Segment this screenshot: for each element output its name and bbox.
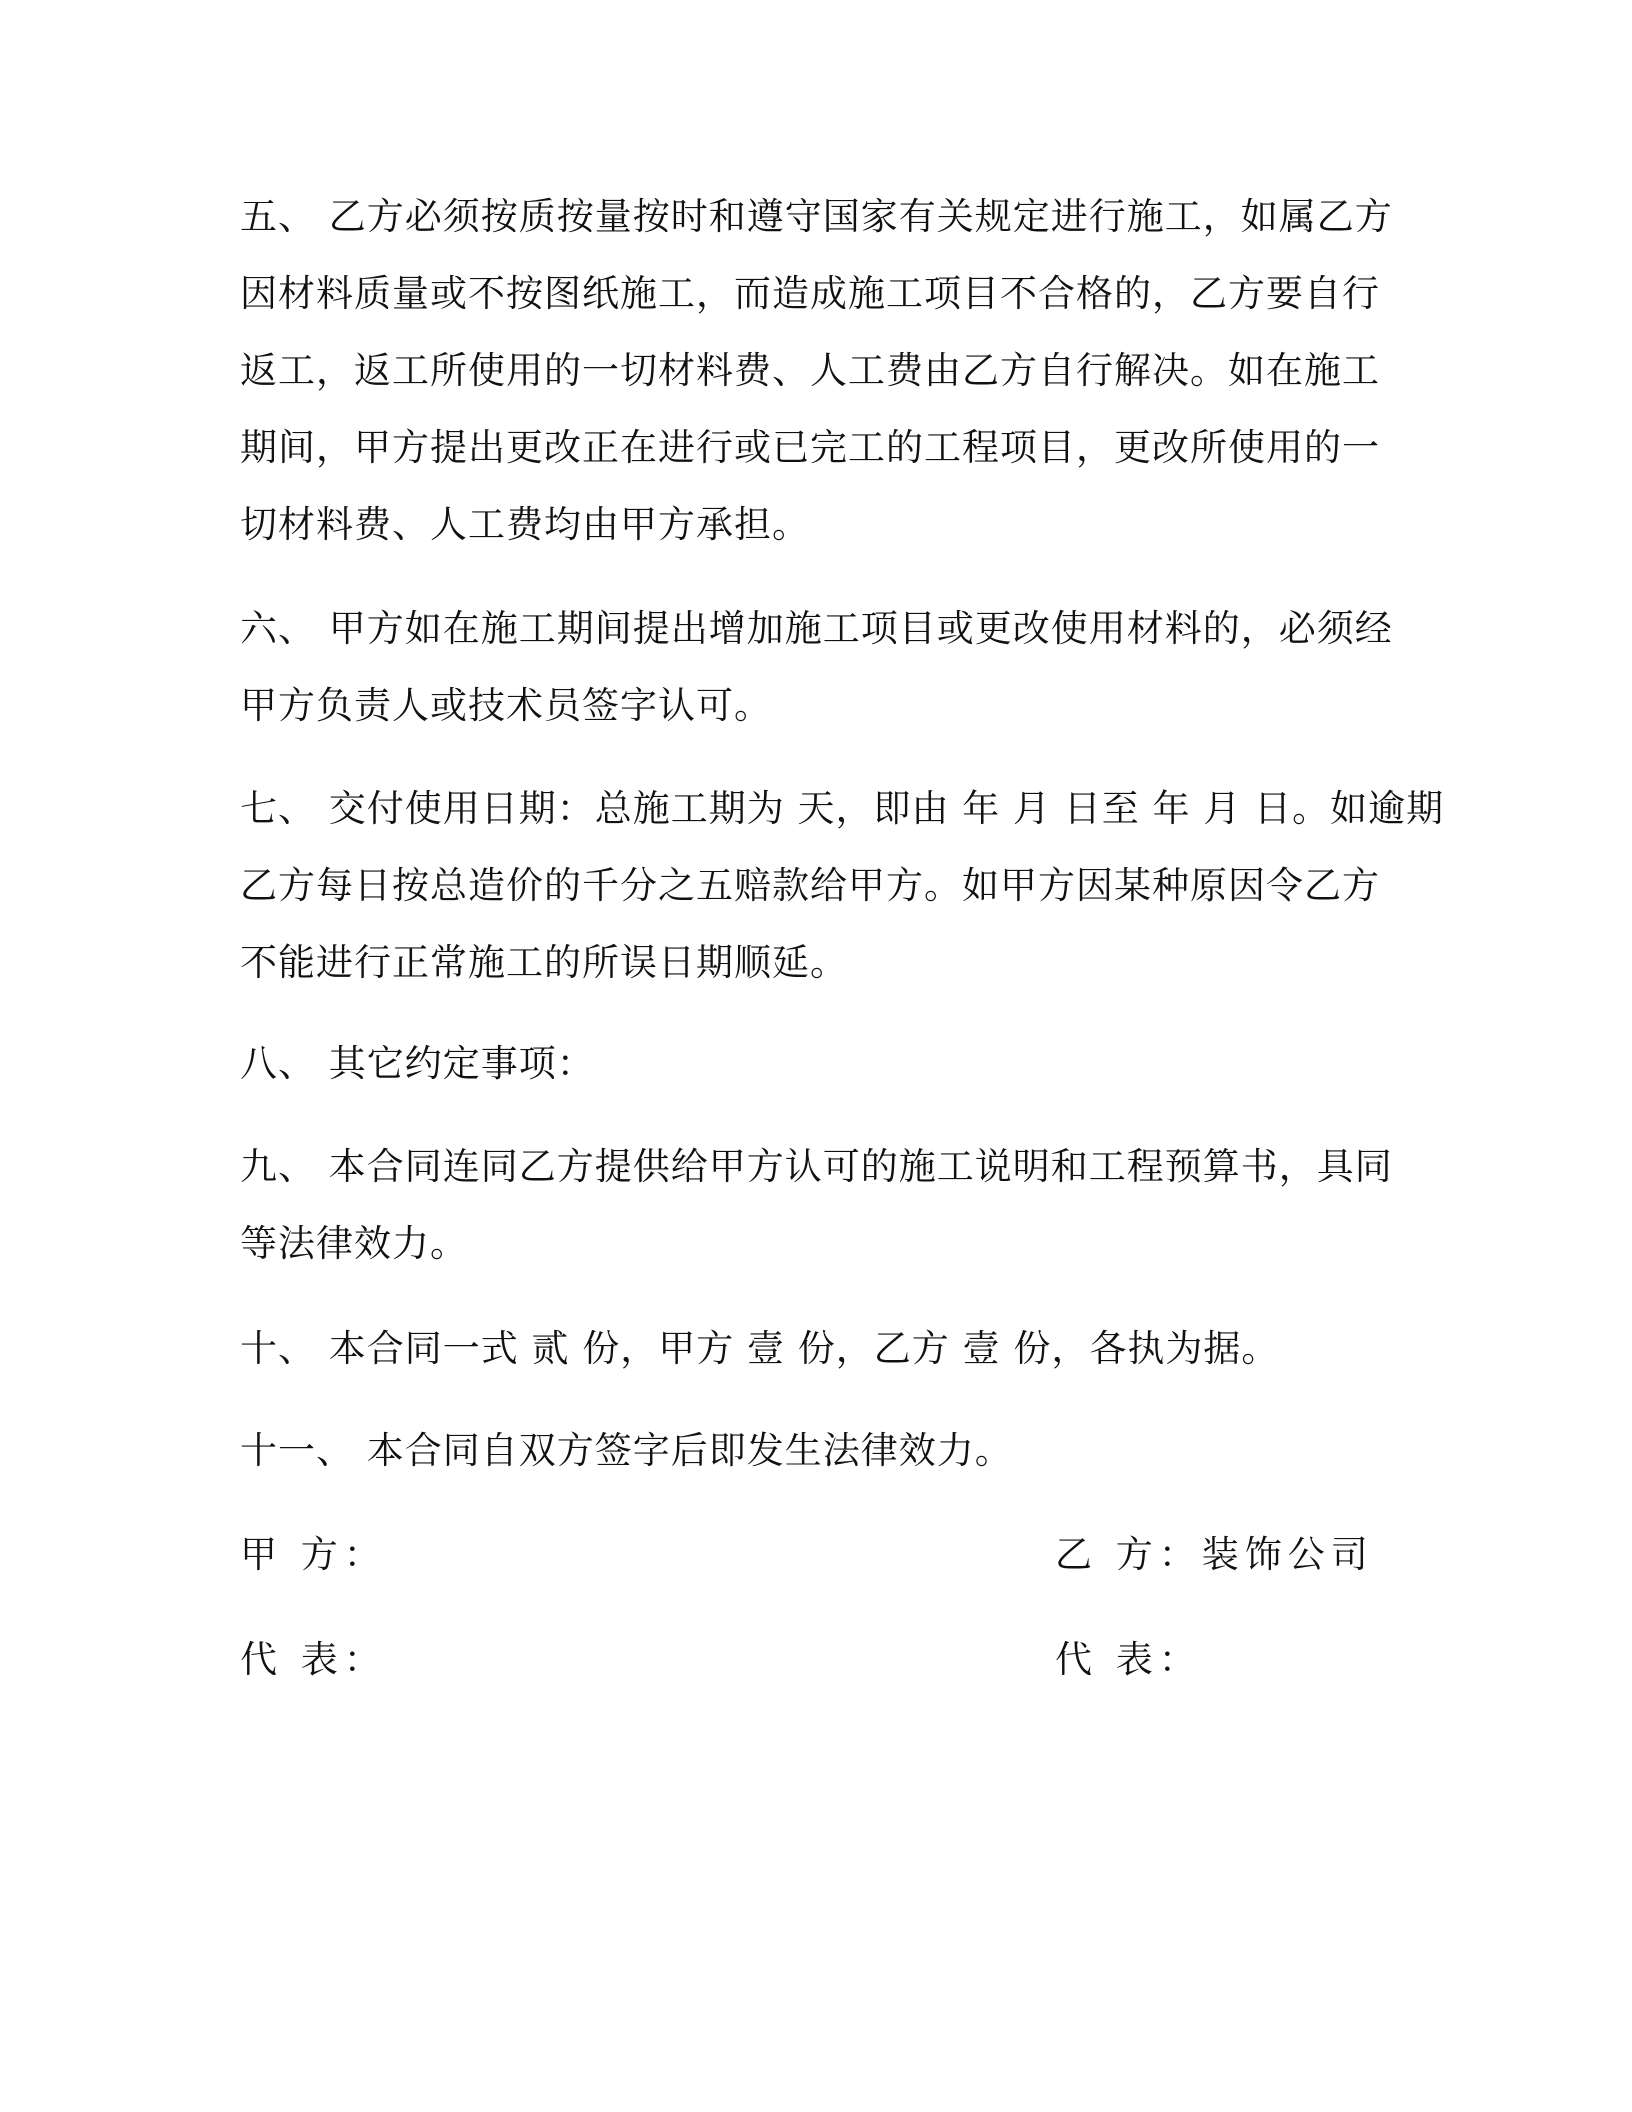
clause-line: 期间，甲方提出更改正在进行或已完工的工程项目，更改所使用的一	[240, 426, 1380, 469]
clause-line: 甲方负责人或技术员签字认可。	[240, 684, 772, 727]
clause-11	[240, 1412, 1400, 1489]
rep-b-label: 代 表：	[1055, 1638, 1202, 1681]
clause-5	[240, 178, 1400, 563]
clause-line: 五、 乙方必须按质按量按时和遵守国家有关规定进行施工，如属乙方	[240, 195, 1393, 238]
clause-10	[240, 1310, 1400, 1387]
clause-line: 八、 其它约定事项：	[240, 1042, 595, 1085]
clause-line: 十一、 本合同自双方签字后即发生法律效力。	[240, 1429, 1013, 1472]
clause-line: 返工，返工所使用的一切材料费、人工费由乙方自行解决。如在施工	[240, 349, 1380, 392]
party-b-label: 乙 方：装饰公司	[1055, 1533, 1374, 1576]
clause-line: 十、 本合同一式 贰 份，甲方 壹 份，乙方 壹 份，各执为据。	[240, 1327, 1280, 1370]
clause-line: 九、 本合同连同乙方提供给甲方认可的施工说明和工程预算书，具同	[240, 1145, 1393, 1188]
clause-line: 因材料质量或不按图纸施工，而造成施工项目不合格的，乙方要自行	[240, 272, 1380, 315]
clause-8	[240, 1025, 1400, 1102]
party-a-label: 甲 方：	[240, 1533, 387, 1576]
clause-6	[240, 590, 1400, 744]
rep-a-label: 代 表：	[240, 1638, 387, 1681]
clause-9	[240, 1128, 1400, 1282]
signature-representative-row	[240, 1630, 1400, 1690]
clause-line: 不能进行正常施工的所误日期顺延。	[240, 941, 848, 984]
clause-line: 六、 甲方如在施工期间提出增加施工项目或更改使用材料的，必须经	[240, 607, 1393, 650]
signature-party-row	[240, 1525, 1400, 1585]
clause-line: 等法律效力。	[240, 1222, 468, 1265]
clause-7	[240, 770, 1445, 1001]
clause-line: 切材料费、人工费均由甲方承担。	[240, 503, 810, 546]
clause-line: 乙方每日按总造价的千分之五赔款给甲方。如甲方因某种原因令乙方	[240, 864, 1380, 907]
clause-line: 七、 交付使用日期：总施工期为 天，即由 年 月 日至 年 月 日。如逾期	[240, 787, 1445, 830]
